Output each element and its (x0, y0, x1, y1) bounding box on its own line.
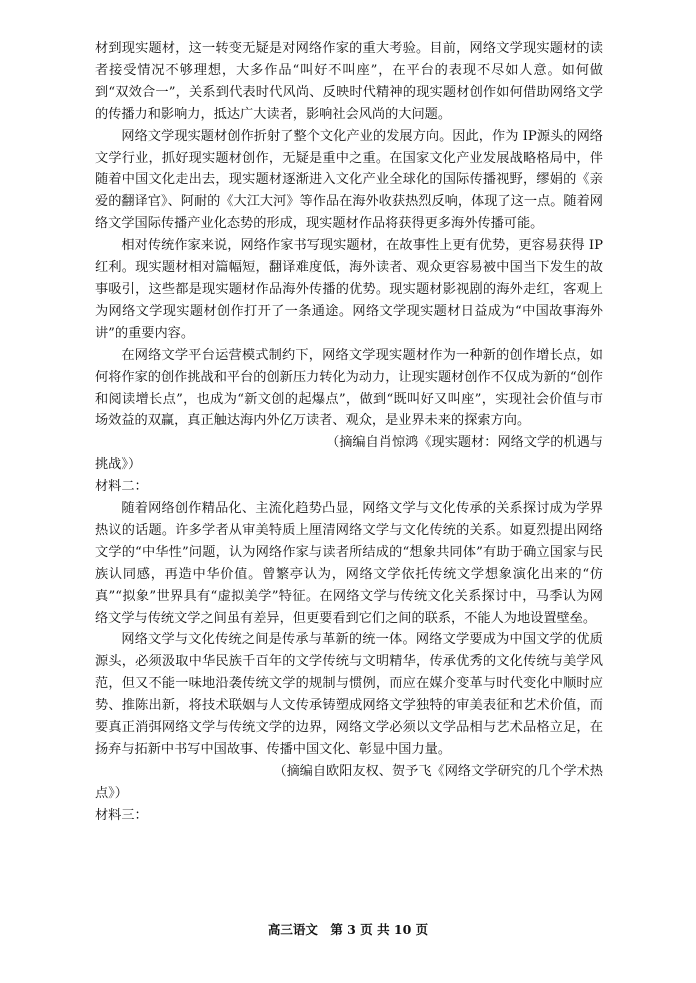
paragraph: 随着网络创作精品化、主流化趋势凸显，网络文学与文化传承的关系探讨成为学界热议的话题。许多学者从审美特质上厘清网络文学与文化传统的关系。如夏烈提出网络文学的“中华性”问题，认为网络作家与读者所结成的“想象共同体”有助于确立国家与民族认同感，再造中华价值。曾繁亭认为，网络文学依托传统文学想象演化出来的“仿真”“拟象”世界具有“虚拟美学”特征。在网络文学与传统文化关系探讨中，马季认为网络文学与传统文学之间虽有差异，但更要看到它们之间的联系，不能人为地设置壁垒。 (95, 501, 603, 626)
source-citation-1-cont: 挑战》） (95, 457, 142, 473)
paragraph: 相对传统作家来说，网络作家书写现实题材，在故事性上更有优势，更容易获得 IP 红利。现实题材相对篇幅短，翻译难度低，海外读者、观众更容易被中国当下发生的故事吸引，这些都是现实题材作品海外传播的优势。现实题材影视剧的海外走红，客观上为网络文学现实题材创作打开了一条通途。网络文学现实题材日益成为“中国故事海外讲”的重要内容。 (95, 238, 603, 341)
material-2-heading: 材料二： (95, 479, 148, 495)
paragraph: 网络文学与文化传统之间是传承与革新的统一体。网络文学要成为中国文学的优质源头，必须汲取中华民族千百年的文学传统与文明精华，传承优秀的文化传统与美学风范，但又不能一味地沿袭传统文学的规制与惯例，而应在媒介变革与时代变化中顺时应势、推陈出新，将技术联姻与人文传承铸塑成网络文学独特的审美表征和艺术价值，而要真正消弭网络文学与传统文学的边界，网络文学必须以文学品相与艺术品格立足，在扬弃与拓新中书写中国故事、传播中国文化、彰显中国力量。 (95, 632, 603, 757)
page-footer: 高三语文 第 3 页 共 10 页 (267, 922, 429, 937)
paragraph-continued: 材到现实题材，这一转变无疑是对网络作家的重大考验。目前，网络文学现实题材的读者接受情况不够理想，大多作品“叫好不叫座”，在平台的表现不尽如人意。如何做到“双效合一”，关系到代表时代风尚、反映时代精神的现实题材创作如何借助网络文学的传播力和影响力，抵达广大读者，影响社会风尚的大问题。 (95, 41, 603, 122)
material-3-heading: 材料三： (95, 807, 148, 823)
paragraph: 在网络文学平台运营模式制约下，网络文学现实题材作为一种新的创作增长点，如何将作家的创作挑战和平台的创新压力转化为动力，让现实题材创作不仅成为新的“创作和阅读增长点”，也成为“新文创的起爆点”，做到“既叫好又叫座”，实现社会价值与市场效益的双赢，真正触达海内外亿万读者、观众，是业界未来的探索方向。 (95, 347, 603, 429)
source-citation-2-cont: 点》） (95, 785, 128, 801)
paragraph: 网络文学现实题材创作折射了整个文化产业的发展方向。因此，作为 IP源头的网络文学行业，抓好现实题材创作，无疑是重中之重。在国家文化产业发展战略格局中，伴随着中国文化走出去，现实题材逐渐进入文化产业全球化的国际传播视野，缪娟的《亲爱的翻译官》、阿耐的《大江大河》等作品在海外收获热烈反响，体现了这一点。随着网络文学国际传播产业化态势的形成，现实题材作品将获得更多海外传播可能。 (95, 128, 603, 232)
source-citation-2: （摘编自欧阳友权、贺予飞《网络文学研究的几个学术热 (273, 763, 603, 779)
article-body (95, 38, 603, 827)
source-citation-1: （摘编自肖惊鸿《现实题材：网络文学的机遇与 (326, 435, 603, 451)
